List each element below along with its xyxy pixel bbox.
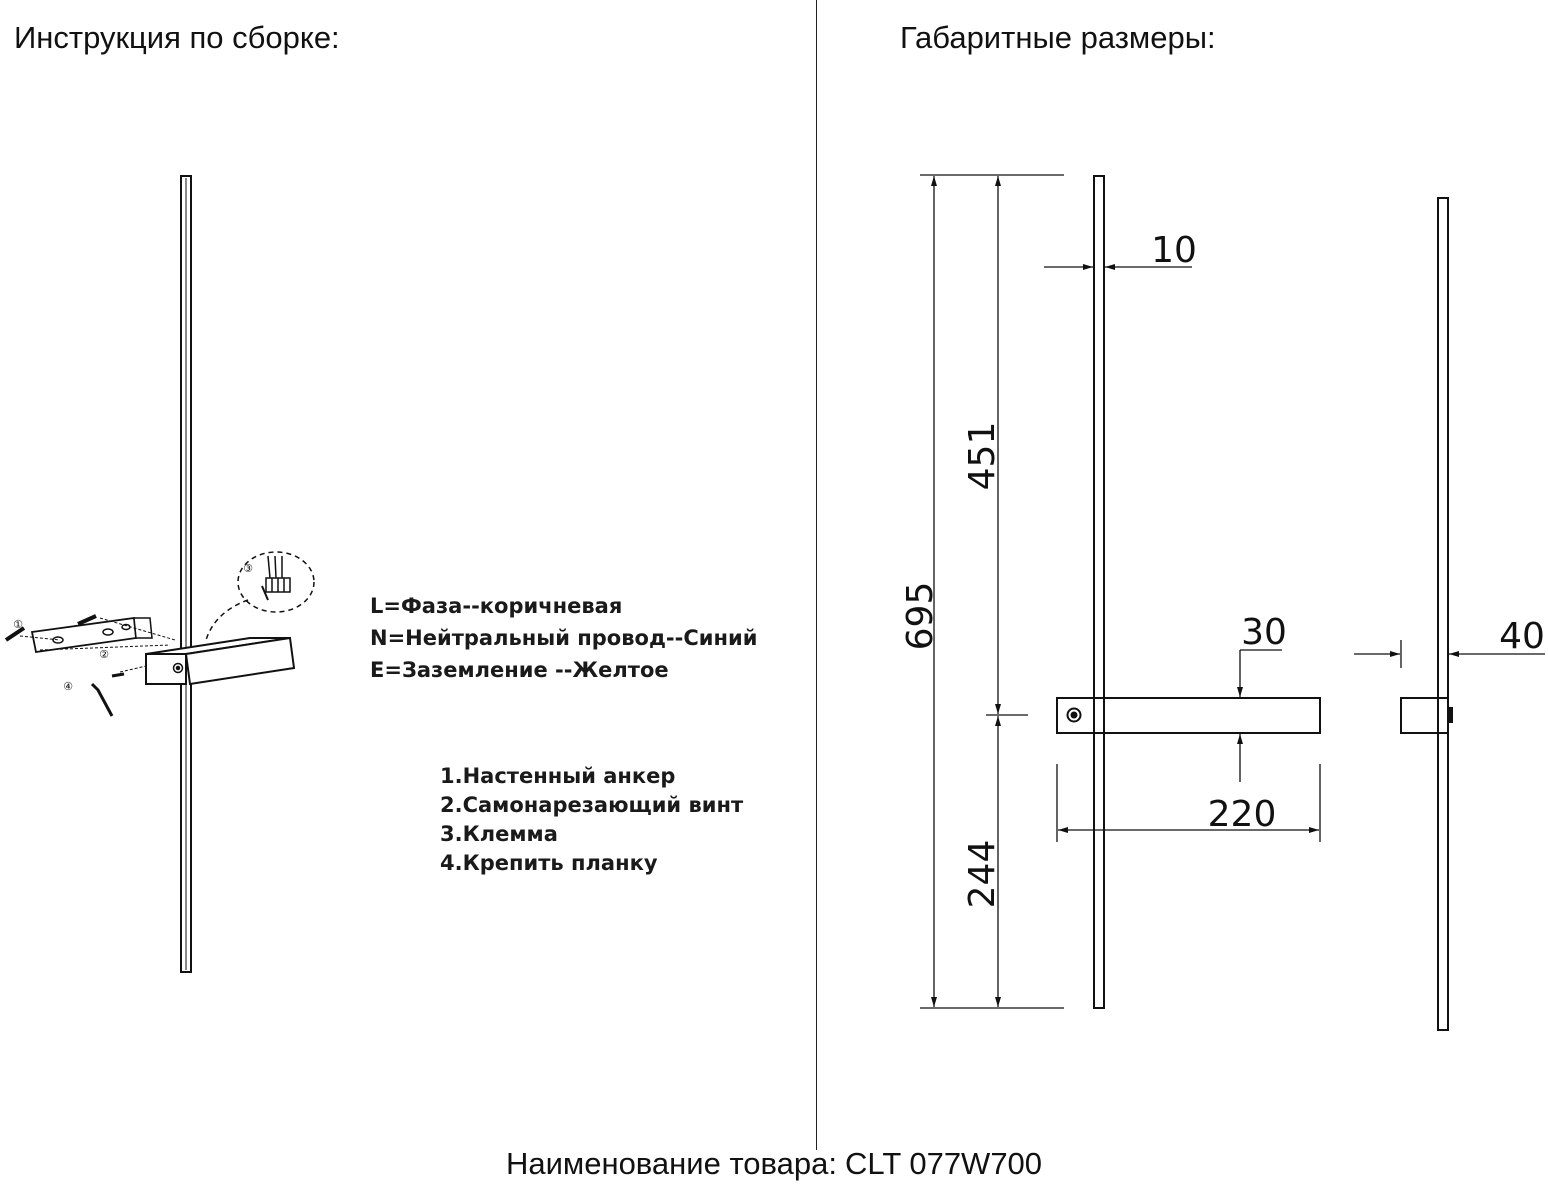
terminal-detail xyxy=(206,552,314,640)
assembly-illustration xyxy=(6,176,314,972)
dim-upper: 451 xyxy=(962,421,1003,491)
lamp-body xyxy=(146,638,294,684)
front-bar xyxy=(1094,176,1104,1008)
wiring-earth: E=Заземление --Желтое xyxy=(370,658,669,682)
parts-list xyxy=(440,762,743,878)
dimension-lines xyxy=(920,175,1545,1008)
product-caption xyxy=(0,1146,1548,1182)
callout-1: ① xyxy=(13,618,23,631)
part-screw: 2.Самонарезающий винт xyxy=(440,793,744,817)
side-bar xyxy=(1438,198,1448,1030)
wiring-neutral: N=Нейтральный провод--Синий xyxy=(370,626,758,650)
dim-lower: 244 xyxy=(962,839,1003,909)
part-anchor: 1.Настенный анкер xyxy=(440,764,676,788)
callout-2: ② xyxy=(99,648,109,661)
side-view xyxy=(1401,198,1452,1030)
dim-bracket-height: 30 xyxy=(1241,612,1287,653)
dim-total-height: 695 xyxy=(900,581,941,651)
part-plate: 4.Крепить планку xyxy=(440,851,658,875)
callout-3: ③ xyxy=(243,562,253,575)
dimensions-heading: Габаритные размеры: xyxy=(900,20,1216,55)
allen-key xyxy=(92,674,124,716)
product-model: CLT 077W700 xyxy=(845,1146,1043,1181)
assembly-heading: Инструкция по сборке: xyxy=(14,20,340,55)
front-bracket xyxy=(1057,698,1320,733)
wiring-phase: L=Фаза--коричневая xyxy=(370,594,623,618)
callout-4: ④ xyxy=(63,680,73,693)
front-view xyxy=(1057,176,1320,1008)
dim-bracket-length: 220 xyxy=(1207,794,1277,835)
part-terminal: 3.Клемма xyxy=(440,822,558,846)
wiring-legend xyxy=(370,590,757,686)
dim-side-depth: 40 xyxy=(1499,616,1545,657)
side-bracket xyxy=(1401,698,1448,733)
dim-bar-width: 10 xyxy=(1151,230,1197,271)
mounting-plate xyxy=(32,618,152,652)
product-label: Наименование товара: xyxy=(505,1146,838,1181)
